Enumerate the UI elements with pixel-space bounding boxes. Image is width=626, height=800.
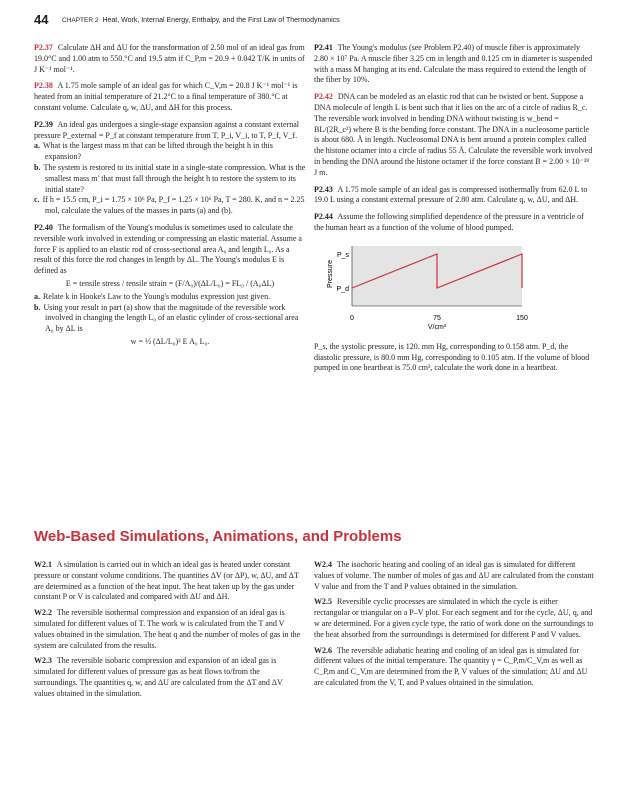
pressure-volume-chart xyxy=(314,240,594,338)
web-item-w2-5 xyxy=(314,597,594,640)
problem-2-39 xyxy=(34,120,306,217)
work-equation: w = ½ (ΔL/L₀)² E A₀ L₀. xyxy=(130,336,210,346)
item-text: The reversible isothermal compression and expansion of an ideal gas is simulated for different values of T. The work w is calculated from the T and V values obtained in the simulation. The heat q and the number of moles of gas in the system are calculated from the results. xyxy=(34,608,301,650)
web-item-w2-3 xyxy=(34,656,304,699)
problem-number: P2.44 xyxy=(314,212,333,222)
item-text: The reversible adiabatic heating and cooling of an ideal gas is simulated for different values of the initial temperature. The quantity γ = C_P,m/C_V,m as well as C_P,m and C_V,m are determined from the P, V values of the simulation; ΔU and ΔU are calculated from the V, T, and P values obtained in the simulation. xyxy=(314,645,588,687)
problem-2-37 xyxy=(34,43,306,75)
item-number: W2.2 xyxy=(34,608,52,618)
x-axis-label: V/cm³ xyxy=(427,323,447,331)
web-item-w2-2 xyxy=(34,608,304,651)
x-tick-150: 150 xyxy=(516,314,528,322)
part-text: What is the largest mass m that can be lifted through the height h in this expansion? xyxy=(43,141,273,162)
problem-text: An ideal gas undergoes a single-stage expansion against a constant external pressure P_external = P_f at constant temperature from T, P_i, V_i, to T, P_f, V_f. xyxy=(34,119,300,140)
y-axis-label: Pressure xyxy=(327,259,334,288)
problem-text: Calculate ΔH and ΔU for the transformation of 2.50 mol of an ideal gas from 19.0°C and 1.00 atm to 550.°C and 19.5 atm if C_P,m = 20.9 + 0.042 T/K in units of J K⁻¹ mol⁻¹. xyxy=(34,43,305,74)
item-number: W2.3 xyxy=(34,656,52,666)
part-text: Using your result in part (a) show that the magnitude of the reversible work involved in changing the length L₀ of an elastic cylinder of cross-sectional area A₀ by ΔL is xyxy=(43,302,299,334)
problem-2-38 xyxy=(34,81,306,113)
web-item-w2-4 xyxy=(314,560,594,592)
problem-number: P2.39 xyxy=(34,119,53,129)
part-label: b. xyxy=(34,162,41,172)
y-tick-ps: P_s xyxy=(336,251,349,259)
problem-part xyxy=(34,292,306,303)
item-number: W2.5 xyxy=(314,597,332,607)
page-number: 44 xyxy=(34,12,49,27)
problem-text: The formalism of the Young's modulus is sometimes used to calculate the reversible work involved in extending or compressing an elastic material. Assume a force F is applied to an elastic rod of cross-sectional area A₀ and length L₀. As a result of this force the rod changes in length by ΔL. The Young's modulus E is defined as xyxy=(34,222,302,276)
item-number: W2.6 xyxy=(314,645,332,655)
web-section-heading: Web-Based Simulations, Animations, and Problems xyxy=(34,528,402,545)
chapter-label: CHAPTER 2 xyxy=(62,17,99,24)
item-text: The isochoric heating and cooling of an ideal gas is simulated for different values of volume. The number of moles of gas and ΔU are calculated from the constant V value and from the T and P values obtained in the simulation. xyxy=(314,560,594,591)
problem-part xyxy=(34,303,306,335)
web-items-right xyxy=(314,560,594,694)
item-text: Reversible cyclic processes are simulated in which the cycle is either rectangular or triangular on a P–V plot. For each segment and for the cycle, ΔU, q, and w are determined. For a given cycle type, the ratio of work done on the surroundings to the heat absorbed from the surroundings is determined for different P and V values. xyxy=(314,597,594,639)
item-number: W2.1 xyxy=(34,560,52,569)
part-label: a. xyxy=(34,141,40,151)
chapter-title: Heat, Work, Internal Energy, Enthalpy, and the First Law of Thermodynamics xyxy=(102,17,340,24)
item-text: The reversible isobaric compression and expansion of an ideal gas is simulated for different values of pressure gas as heat flows to/from the surroundings. The quantities q, w, and ΔU are calculated from the ΔT and ΔV values obtained in the simulation. xyxy=(34,656,283,698)
part-label: c. xyxy=(34,195,40,205)
problem-text: A 1.75 mole sample of an ideal gas is compressed isothermally from 62.0 L to 19.0 L using a constant external pressure of 2.80 atm. Calculate q, w, ΔU, and ΔH. xyxy=(314,184,588,205)
web-item-w2-1 xyxy=(34,560,304,603)
page-header xyxy=(34,13,594,29)
part-text: If h = 15.5 cm, P_i = 1.75 × 10⁶ Pa, P_f = 1.25 × 10⁶ Pa, T = 280. K, and n = 2.25 mol, calculate the values of the masses in parts (a) and (b). xyxy=(42,195,305,216)
problem-number: P2.40 xyxy=(34,222,53,232)
y-tick-pd: P_d xyxy=(336,285,349,293)
part-label: a. xyxy=(34,291,40,301)
part-text: The system is restored to its initial state in a single-state compression. What is the smallest mass m′ that must fall through the height h to restore the system to its initial state? xyxy=(43,162,306,194)
youngs-modulus-equation: E = tensile stress / tensile strain = (F/A₀)/(ΔL/L₀) = FL₀ / (A₀ΔL) xyxy=(65,278,275,288)
problem-text: A 1.75 mole sample of an ideal gas for which C_V,m = 20.8 J K⁻¹ mol⁻¹ is heated from an initial temperature of 21.2°C to a final temperature of 380.°C at constant volume. Calculate q, w, ΔU, and ΔH for this process. xyxy=(34,81,298,112)
problem-part xyxy=(34,195,306,217)
part-text: Relate k in Hooke's Law to the Young's modulus expression just given. xyxy=(43,291,271,301)
problem-part xyxy=(34,141,306,163)
right-column xyxy=(314,43,594,380)
problem-number: P2.43 xyxy=(314,184,333,194)
chart-svg xyxy=(314,240,594,338)
problem-part xyxy=(34,163,306,195)
x-tick-75: 75 xyxy=(433,314,441,322)
problem-text: Assume the following simplified dependence of the pressure in a ventricle of the human heart as a function of the volume of blood pumped. xyxy=(314,212,584,232)
problem-number: P2.41 xyxy=(314,43,333,52)
problem-2-41 xyxy=(314,43,594,86)
problem-text: DNA can be modeled as an elastic rod that can be twisted or bent. Suppose a DNA molecule of length L is bent such that it lies on the arc of a circle of radius R_c. The reversible work involved in bending DNA without twisting is w_bend = BL/(2R_c²) where B is the bending force constant. The DNA in a nucleosome particle is about 680. Å in length. Nucleosomal DNA is bent around a protein complex called the histone octamer into a circle of radius 55 Å. Calculate the reversible work involved in bending the DNA around the histone octamer if the force constant B = 2.00 × 10⁻²⁸ J m. xyxy=(314,92,593,177)
problem-number: P2.37 xyxy=(34,43,53,52)
problem-2-44 xyxy=(314,212,594,374)
item-number: W2.4 xyxy=(314,560,332,569)
left-column xyxy=(34,43,306,354)
running-head xyxy=(62,16,340,25)
item-text: A simulation is carried out in which an ideal gas is heated under constant pressure or constant volume conditions. The quantities ΔV (or ΔP), w, ΔU, and ΔT are determined as a function of the heat input. The heat taken up by the gas under constant P or V is calculated and compared with ΔU and ΔH. xyxy=(34,560,299,602)
problem-2-42 xyxy=(314,92,594,178)
x-tick-0: 0 xyxy=(350,314,354,322)
problem-text-continued: P_s, the systolic pressure, is 120. mm Hg, corresponding to 0.158 atm. P_d, the diastolic pressure, is 80.0 mm Hg, corresponding to 0.105 atm. If the volume of blood pumped in one heartbeat is 75.0 cm³, calculate the work done in a heartbeat. xyxy=(314,341,590,373)
problem-2-43 xyxy=(314,185,594,207)
web-items-left xyxy=(34,560,304,705)
problem-text: The Young's modulus (see Problem P2.40) of muscle fiber is approximately 2.80 × 10⁷ Pa. A muscle fiber 3.25 cm in length and 0.125 cm in diameter is suspended with a mass M hanging at its end. Calculate the mass required to extend the length of the fiber by 10%. xyxy=(314,43,593,85)
problem-number: P2.42 xyxy=(314,92,333,102)
problem-number: P2.38 xyxy=(34,81,53,91)
part-label: b. xyxy=(34,302,41,312)
web-item-w2-6 xyxy=(314,646,594,689)
problem-2-40 xyxy=(34,223,306,348)
